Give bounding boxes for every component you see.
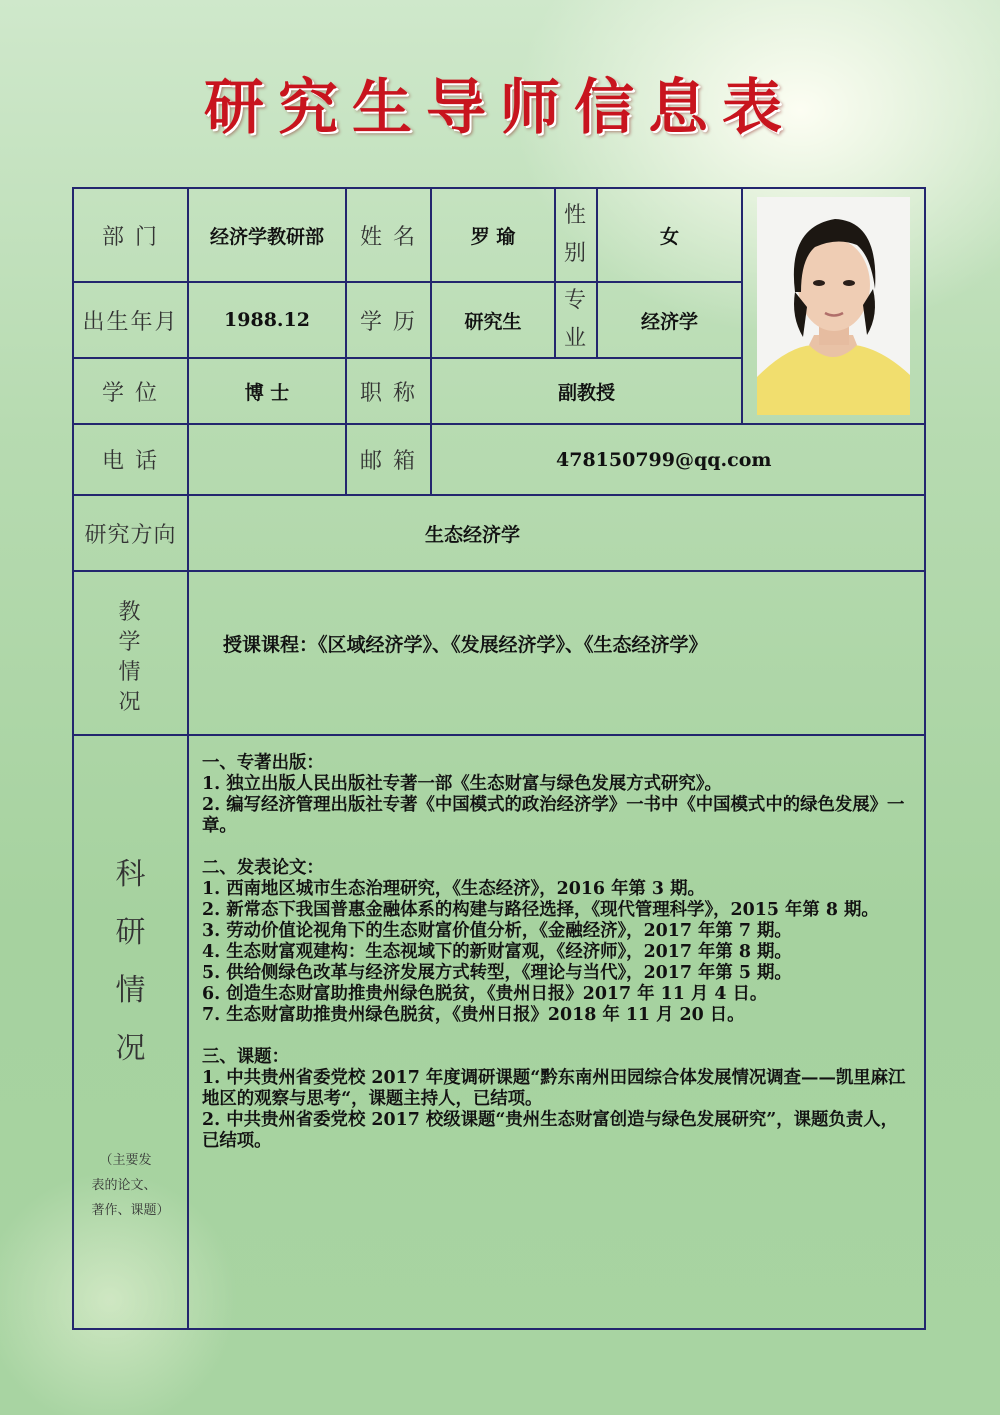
research-label-char: 况 (115, 1031, 146, 1066)
name-label: 姓 名 (345, 187, 432, 283)
research-label (116, 846, 146, 1078)
degree-label: 学 位 (72, 357, 189, 425)
major-label-char: 专 (563, 288, 588, 313)
degree-value: 博 士 (187, 357, 347, 425)
list-item: 5. 供给侧绿色改革与经济发展方式转型，《理论与当代》，2017 年第 5 期。 (202, 963, 792, 983)
research-note (91, 1148, 169, 1223)
teaching-label (72, 570, 189, 736)
list-item: 1. 独立出版人民出版社专著一部《生态财富与绿色发展方式研究》。 (202, 774, 722, 794)
research-note-line: 表的论文、 (91, 1178, 157, 1193)
page-title: 研究生导师信息表 (204, 73, 796, 143)
major-label (554, 281, 598, 359)
section-heading: 一、专著出版： (202, 753, 324, 773)
title-label: 职 称 (345, 357, 432, 425)
list-item: 7. 生态财富助推贵州绿色脱贫，《贵州日报》2018 年 11 月 20 日。 (202, 1005, 745, 1025)
research-label-char: 研 (115, 915, 146, 950)
birth-value: 1988.12 (187, 281, 347, 359)
education-value: 研究生 (430, 281, 556, 359)
research-label-char: 科 (115, 857, 146, 892)
gender-value: 女 (596, 187, 743, 283)
gender-label (554, 187, 598, 283)
research-direction-value: 生态经济学 (187, 494, 926, 572)
research-direction-label: 研究方向 (72, 494, 189, 572)
research-label-cell (72, 734, 189, 1330)
research-label-char: 情 (115, 973, 146, 1008)
teaching-label-char: 况 (118, 690, 143, 715)
birth-label: 出生年月 (72, 281, 189, 359)
list-item: 1. 西南地区城市生态治理研究，《生态经济》，2016 年第 3 期。 (202, 879, 705, 899)
gender-label-char: 性 (563, 203, 588, 228)
list-item: 2. 中共贵州省委党校 2017 校级课题“贵州生态财富创造与绿色发展研究”，课题负责人，已结项。 (202, 1110, 899, 1151)
major-value: 经济学 (596, 281, 743, 359)
section-heading: 二、发表论文： (202, 858, 324, 878)
major-label-char: 业 (563, 326, 588, 351)
department-value: 经济学教研部 (187, 187, 347, 283)
teaching-label-char: 教 (118, 600, 143, 625)
research-note-line: 著作、课题） (91, 1203, 170, 1218)
list-item: 1. 中共贵州省委党校 2017 年度调研课题“黔东南州田园综合体发展情况调查——凯里麻江地区的观察与思考“，课题主持人，已结项。 (202, 1068, 906, 1109)
list-item: 3. 劳动价值论视角下的生态财富价值分析，《金融经济》，2017 年第 7 期。 (202, 921, 792, 941)
gender-label-char: 别 (563, 241, 588, 266)
email-label: 邮 箱 (345, 423, 432, 496)
list-item: 6. 创造生态财富助推贵州绿色脱贫，《贵州日报》2017 年 11 月 4 日。 (202, 984, 768, 1004)
list-item: 2. 新常态下我国普惠金融体系的构建与路径选择，《现代管理科学》，2015 年第 8 期。 (202, 900, 879, 920)
department-label: 部 门 (72, 187, 189, 283)
email-value: 478150799@qq.com (430, 423, 926, 496)
portrait-photo (757, 197, 910, 415)
section-heading: 三、课题： (202, 1047, 289, 1067)
list-item: 4. 生态财富观建构：生态视域下的新财富观，《经济师》，2017 年第 8 期。 (202, 942, 792, 962)
name-value: 罗 瑜 (430, 187, 556, 283)
research-content (202, 753, 907, 1152)
teaching-value: 授课课程：《区域经济学》、《发展经济学》、《生态经济学》 (187, 570, 926, 736)
phone-label: 电 话 (72, 423, 189, 496)
teaching-label-char: 情 (118, 660, 143, 685)
education-label: 学 历 (345, 281, 432, 359)
title-value: 副教授 (430, 357, 743, 425)
phone-value (187, 423, 347, 496)
list-item: 2. 编写经济管理出版社专著《中国模式的政治经济学》一书中《中国模式中的绿色发展》一章。 (202, 795, 905, 836)
research-note-line: （主要发 (99, 1153, 152, 1168)
teaching-label-char: 学 (118, 630, 143, 655)
